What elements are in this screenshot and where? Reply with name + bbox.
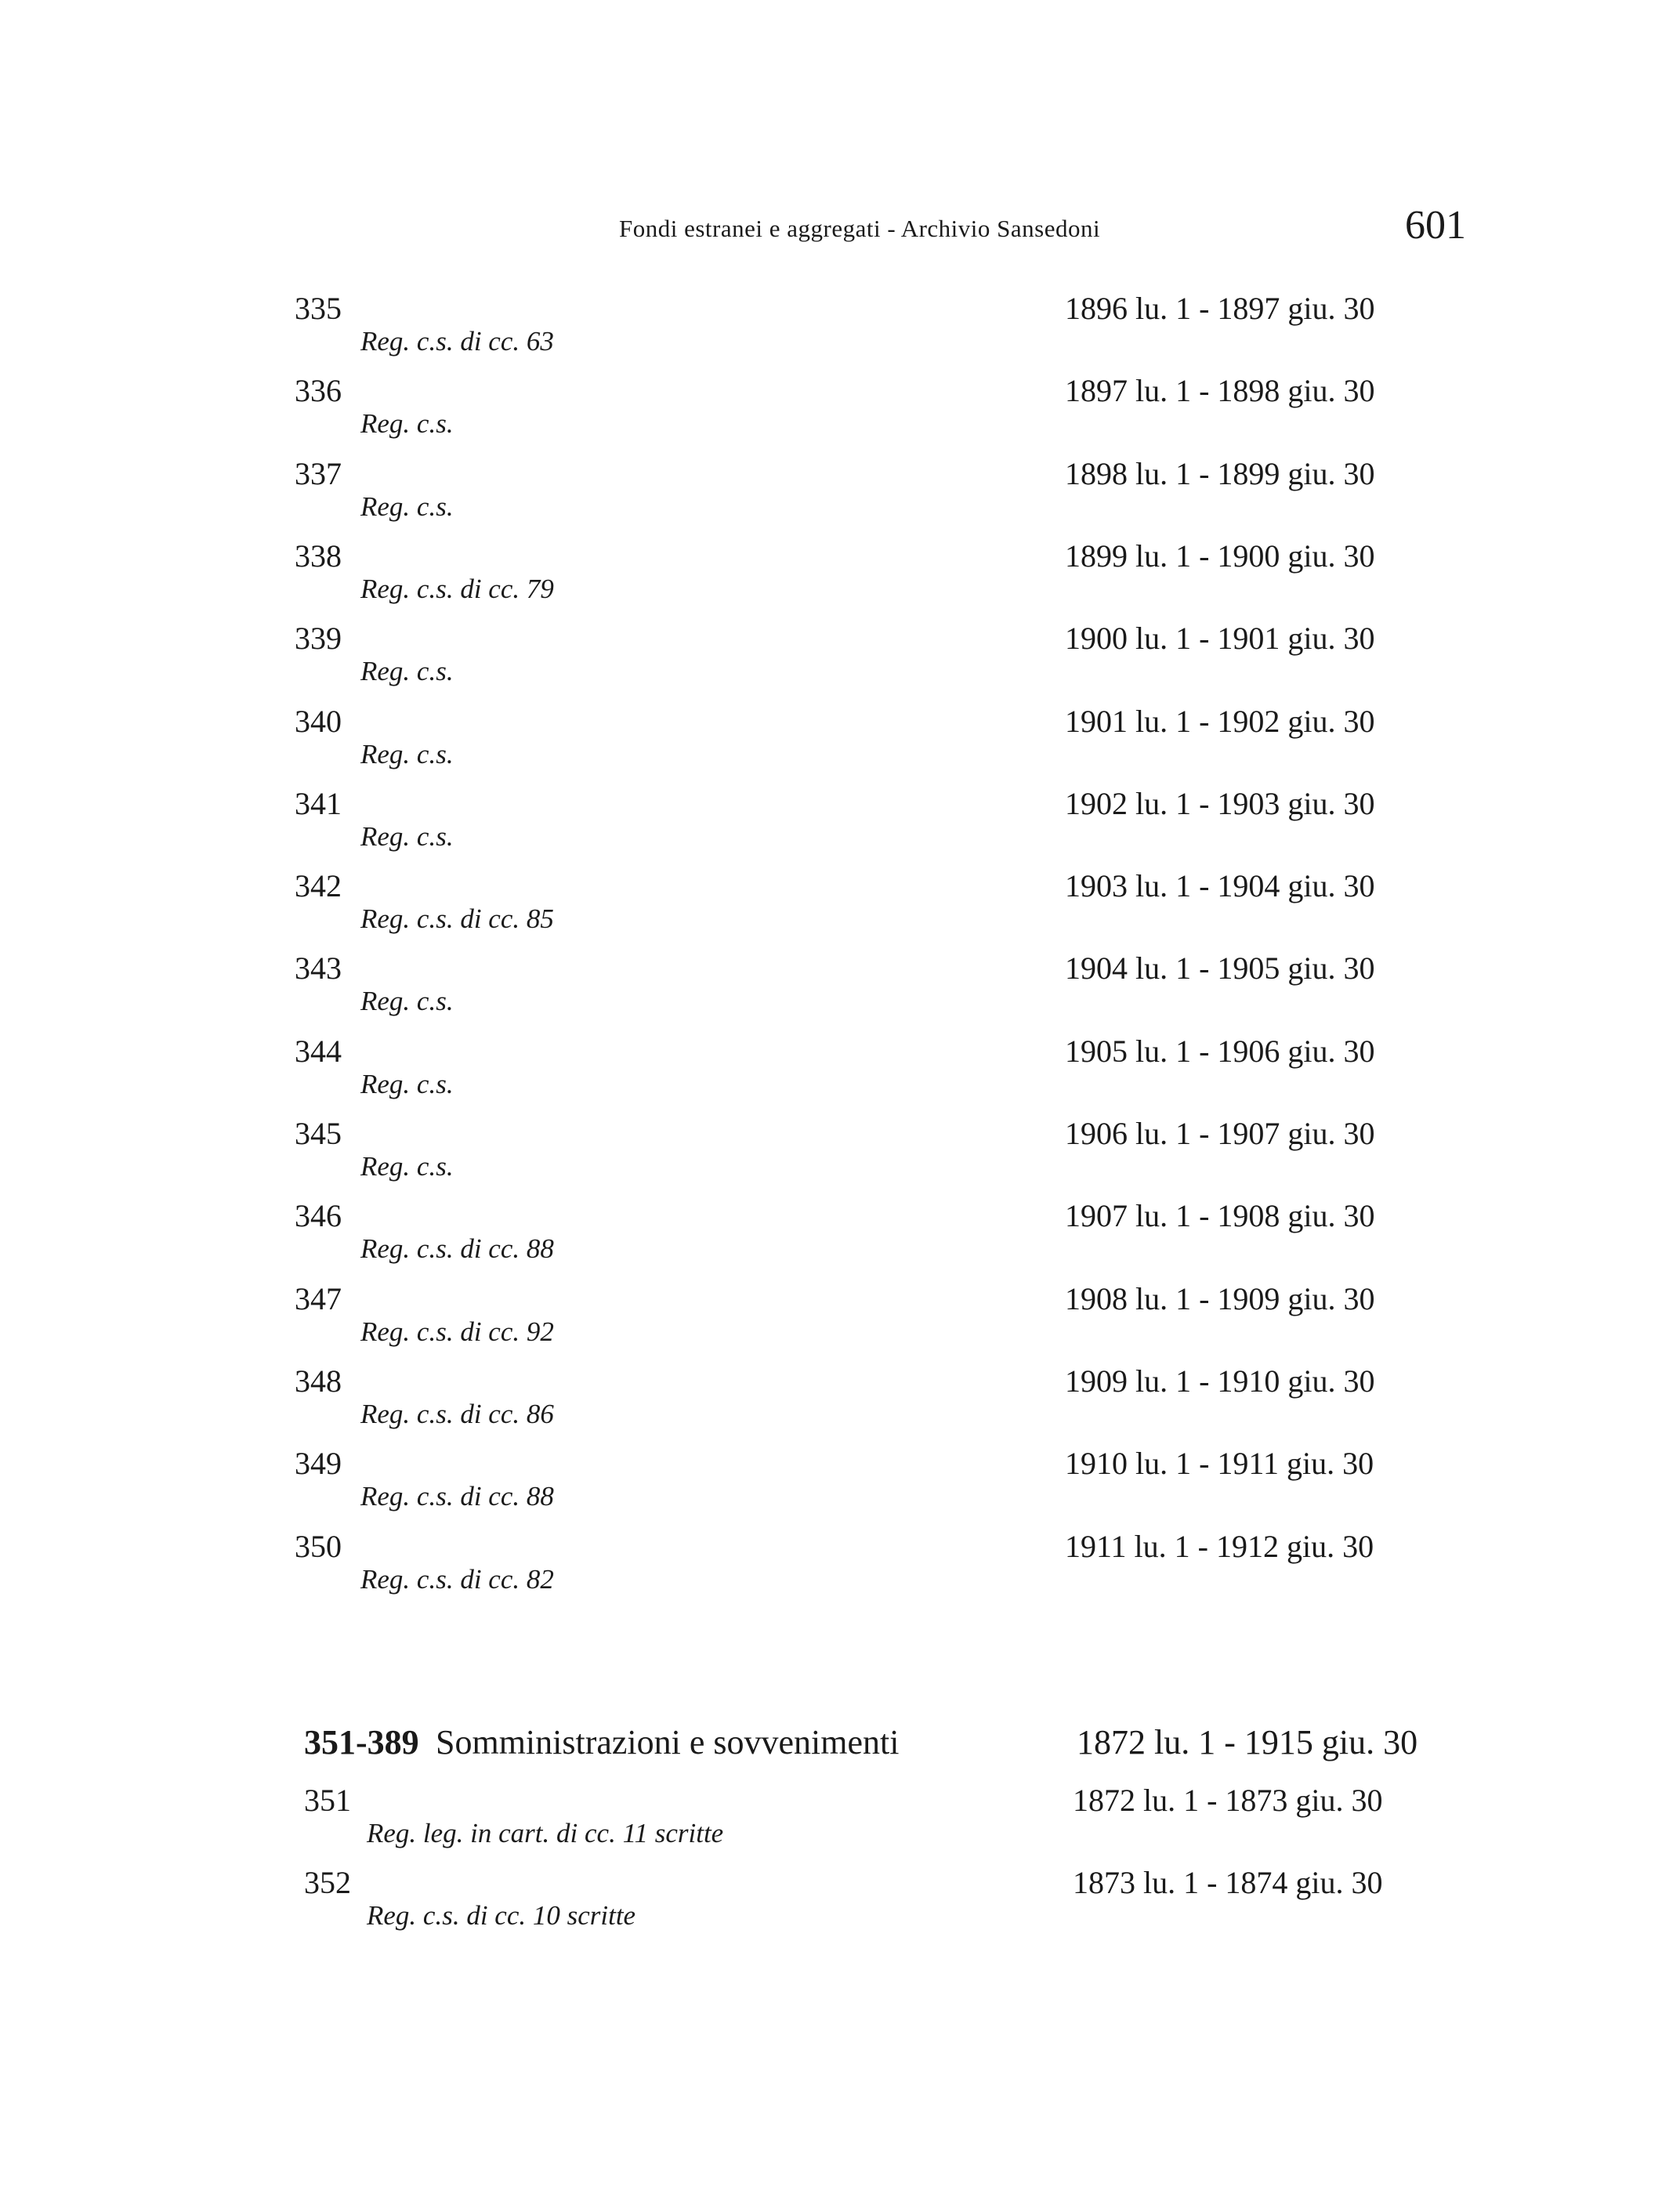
- list-item: [0, 1528, 1680, 1606]
- entry-dates: 1900 lu. 1 - 1901 giu. 30: [1065, 621, 1375, 657]
- series-title: Somministrazioni e sovvenimenti: [436, 1723, 900, 1761]
- entry-number: 342: [295, 868, 342, 904]
- page-number: 601: [1405, 203, 1466, 248]
- entry-description: Reg. c.s.: [360, 820, 454, 852]
- entry-dates: 1896 lu. 1 - 1897 giu. 30: [1065, 291, 1375, 326]
- list-item: [0, 703, 1680, 781]
- list-item: [0, 1445, 1680, 1523]
- entry-dates: 1872 lu. 1 - 1873 giu. 30: [1073, 1783, 1383, 1818]
- entry-number: 350: [295, 1528, 342, 1564]
- entry-description: Reg. c.s. di cc. 86: [360, 1398, 554, 1429]
- entry-description: Reg. c.s. di cc. 10 scritte: [367, 1900, 636, 1931]
- entry-dates: 1909 lu. 1 - 1910 giu. 30: [1065, 1363, 1375, 1399]
- entry-dates: 1901 lu. 1 - 1902 giu. 30: [1065, 703, 1375, 739]
- entry-number: 339: [295, 621, 342, 657]
- entry-dates: 1899 lu. 1 - 1900 giu. 30: [1065, 538, 1375, 574]
- entry-number: 345: [295, 1116, 342, 1151]
- entry-number: 340: [295, 703, 342, 739]
- list-item: [0, 538, 1680, 616]
- entry-number: 348: [295, 1363, 342, 1399]
- list-item: [0, 1280, 1680, 1359]
- entry-dates: 1910 lu. 1 - 1911 giu. 30: [1065, 1446, 1374, 1482]
- entry-number: 344: [295, 1033, 342, 1069]
- list-item: [0, 455, 1680, 534]
- entry-description: Reg. c.s. di cc. 88: [360, 1233, 554, 1265]
- entry-number: 347: [295, 1280, 342, 1316]
- entry-description: Reg. c.s.: [360, 408, 454, 440]
- running-header: Fondi estranei e aggregati - Archivio Sansedoni: [619, 215, 1101, 242]
- entry-dates: 1904 lu. 1 - 1905 giu. 30: [1065, 950, 1375, 987]
- entry-description: Reg. c.s.: [360, 1151, 454, 1182]
- entry-dates: 1905 lu. 1 - 1906 giu. 30: [1065, 1033, 1375, 1069]
- list-item: [0, 785, 1680, 863]
- list-item: [0, 1033, 1680, 1111]
- series-range: 351-389: [304, 1723, 419, 1761]
- entry-description: Reg. c.s. di cc. 79: [360, 573, 554, 604]
- entry-dates: 1897 lu. 1 - 1898 giu. 30: [1065, 373, 1375, 409]
- entry-description: Reg. c.s. di cc. 63: [360, 326, 554, 357]
- series-dates: 1872 lu. 1 - 1915 giu. 30: [1077, 1723, 1418, 1761]
- list-item: [0, 1864, 1680, 1942]
- entry-description: Reg. c.s.: [360, 986, 454, 1017]
- entry-number: 341: [295, 785, 342, 821]
- list-item: [0, 867, 1680, 946]
- list-item: [0, 950, 1680, 1028]
- list-item: [0, 620, 1680, 698]
- entry-description: Reg. leg. in cart. di cc. 11 scritte: [367, 1818, 724, 1848]
- list-item: [0, 1197, 1680, 1276]
- series-heading: [304, 1722, 1680, 1769]
- entry-number: 335: [295, 291, 342, 326]
- entry-description: Reg. c.s.: [360, 491, 454, 522]
- entry-dates: 1906 lu. 1 - 1907 giu. 30: [1065, 1116, 1375, 1151]
- entry-number: 349: [295, 1446, 342, 1482]
- entry-dates: 1907 lu. 1 - 1908 giu. 30: [1065, 1198, 1375, 1234]
- entry-number: 352: [304, 1865, 351, 1900]
- entry-number: 336: [295, 373, 342, 409]
- entry-description: Reg. c.s. di cc. 82: [360, 1563, 554, 1595]
- entry-description: Reg. c.s. di cc. 92: [360, 1316, 554, 1347]
- entry-dates: 1908 lu. 1 - 1909 giu. 30: [1065, 1280, 1375, 1316]
- entry-description: Reg. c.s. di cc. 88: [360, 1481, 554, 1512]
- entry-dates: 1902 lu. 1 - 1903 giu. 30: [1065, 785, 1375, 821]
- list-item: [0, 1782, 1680, 1860]
- entry-number: 343: [295, 950, 342, 987]
- entry-number: 337: [295, 455, 342, 491]
- entry-number: 338: [295, 538, 342, 574]
- entry-number: 351: [304, 1783, 351, 1818]
- entry-dates: 1873 lu. 1 - 1874 giu. 30: [1073, 1865, 1383, 1900]
- entry-dates: 1898 lu. 1 - 1899 giu. 30: [1065, 455, 1375, 491]
- entry-number: 346: [295, 1198, 342, 1234]
- entry-dates: 1911 lu. 1 - 1912 giu. 30: [1065, 1528, 1374, 1564]
- entry-description: Reg. c.s.: [360, 738, 454, 769]
- list-item: [0, 1115, 1680, 1193]
- entry-description: Reg. c.s.: [360, 656, 454, 687]
- list-item: [0, 372, 1680, 451]
- list-item: [0, 1363, 1680, 1441]
- entry-dates: 1903 lu. 1 - 1904 giu. 30: [1065, 868, 1375, 904]
- list-item: [0, 290, 1680, 368]
- entry-description: Reg. c.s. di cc. 85: [360, 903, 554, 935]
- entry-description: Reg. c.s.: [360, 1068, 454, 1099]
